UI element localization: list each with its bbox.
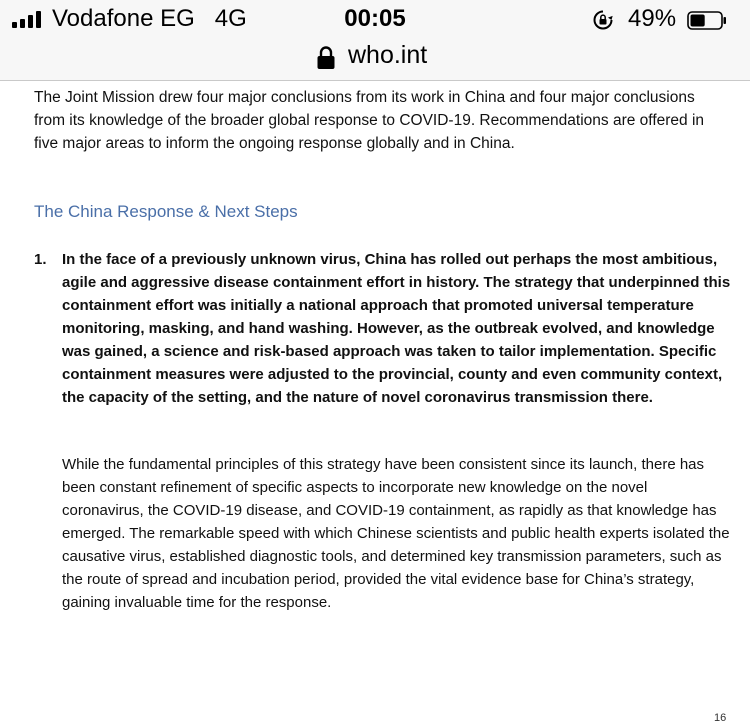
battery-percent: 49% xyxy=(628,5,677,32)
page-number: 16 xyxy=(714,712,727,724)
status-time: 00:05 xyxy=(344,5,406,32)
battery-fill xyxy=(691,15,705,27)
status-bar xyxy=(0,0,750,40)
list-item-number: 1. xyxy=(34,251,47,268)
lock-icon xyxy=(316,45,336,71)
document-page xyxy=(0,81,750,726)
list-item-bold-text: In the face of a previously unknown virus, China has rolled out perhaps the most ambitious, agile and aggressive disease containment effort in history. The strategy that underpinned this containment effort was initially a national approach that promoted universal temperature monitoring, masking, and hand washing. However, as the outbreak evolved, and knowledge was gained, a science and risk-based approach was taken to tailor implementation. Specific containment measures were adjusted to the provincial, county and even community context, the capacity of the setting, and the nature of novel coronavirus transmission there. xyxy=(62,251,731,406)
url-text[interactable]: who.int xyxy=(348,41,428,69)
intro-paragraph: The Joint Mission drew four major conclusions from its work in China and four major conclusions from its knowledge of the broader global response to COVID-19. Recommendations are offered in five major areas to inform the ongoing response globally and in China. xyxy=(34,89,705,152)
battery-icon xyxy=(687,11,727,30)
network-type: 4G xyxy=(214,5,247,32)
carrier-name: Vodafone EG xyxy=(52,5,195,32)
rotation-lock-icon xyxy=(592,9,614,31)
list-item-body-text: While the fundamental principles of this strategy have been consistent since its launch, there has been constant refinement of specific aspects to incorporate new knowledge on the novel coronavirus, the COVID-19 disease, and COVID-19 containment, as rapidly as that knowledge has emerged. The remarkable speed with which Chinese scientists and public health experts isolated the causative virus, established diagnostic tools, and determined key transmission parameters, such as the route of spread and incubation period, provided the vital evidence base for China’s strategy, gaining invaluable time for the response. xyxy=(62,456,730,611)
url-bar[interactable] xyxy=(0,40,750,81)
section-heading: The China Response & Next Steps xyxy=(34,202,298,221)
